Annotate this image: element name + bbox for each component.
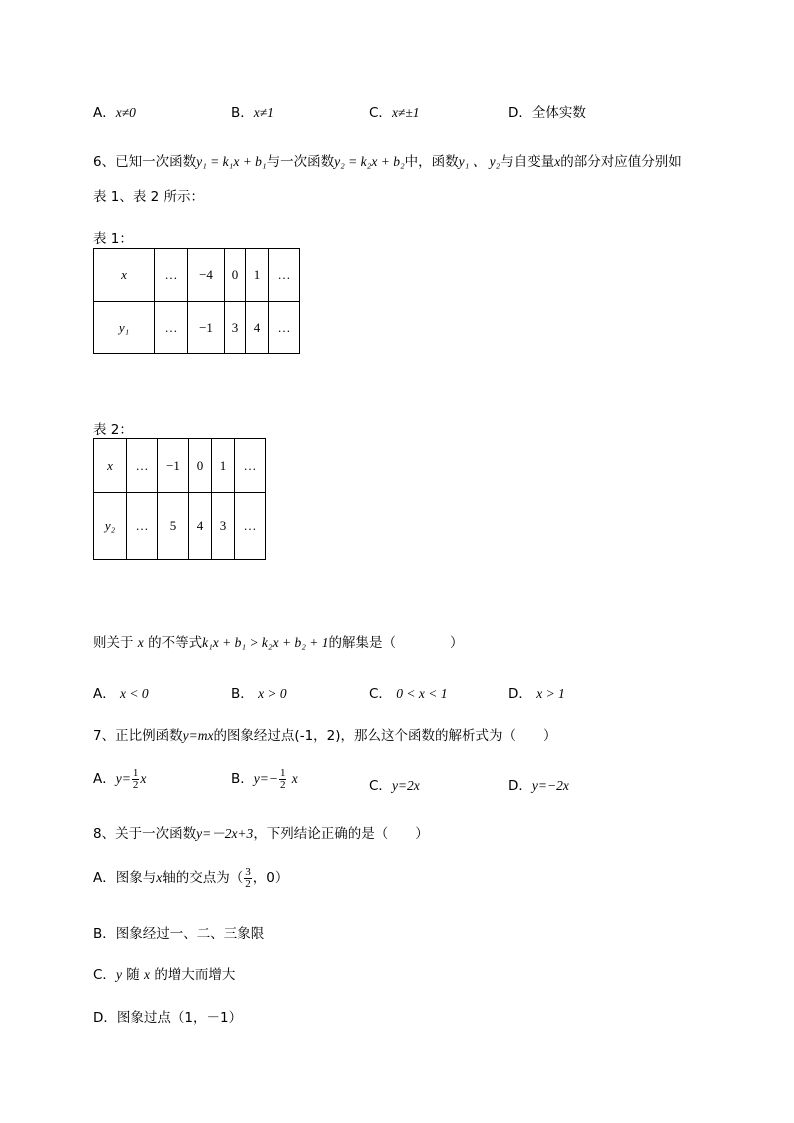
q6-option-a[interactable] <box>93 682 149 702</box>
table-cell: 0 <box>225 249 246 302</box>
q6-text: 6、已知一次函数 <box>93 154 197 170</box>
option-expr: 0 < x < 1 <box>396 686 448 701</box>
table-cell: … <box>155 249 188 302</box>
q7-option-a[interactable] <box>93 767 146 791</box>
fraction-denominator: 2 <box>132 778 139 791</box>
table-cell: 1 <box>246 249 269 302</box>
q5-option-d[interactable] <box>508 101 586 121</box>
q7-text: 的图象经过点(-1，2)，那么这个函数的解析式为（ ） <box>213 728 557 744</box>
table-cell: 4 <box>189 493 212 560</box>
option-expr: x≠±1 <box>391 105 420 120</box>
table1 <box>93 248 300 354</box>
option-expr: x > 0 <box>258 686 287 701</box>
table-row-y2 <box>94 493 266 560</box>
fraction-numerator: 1 <box>279 766 286 779</box>
q7-func: y=mx <box>182 728 214 743</box>
option-text: ，0） <box>252 870 289 886</box>
option-text: 轴的交点为（ <box>162 870 244 886</box>
q6-text: 的不等式 <box>148 635 203 651</box>
q6-text: 的解集是（ ） <box>328 635 464 651</box>
fraction-denominator: 2 <box>245 877 251 890</box>
table-cell: … <box>235 439 266 493</box>
option-x: x <box>156 870 163 885</box>
option-label: A． <box>93 870 116 886</box>
table2-label: 表 2： <box>93 422 133 438</box>
q7-option-c[interactable] <box>369 774 420 794</box>
q6-option-b[interactable] <box>231 682 287 702</box>
option-x: x <box>144 967 151 982</box>
q6-x: x <box>554 154 561 169</box>
option-expr: y=2x <box>391 778 420 793</box>
option-label: C． <box>369 778 392 794</box>
table1-label: 表 1： <box>93 231 133 247</box>
table-head: y₂ <box>94 493 127 560</box>
table-cell: −4 <box>188 249 225 302</box>
q6-text: 的部分对应值分别如 <box>560 154 682 170</box>
option-pre: y=− <box>253 771 278 786</box>
table-cell: 4 <box>246 302 269 354</box>
table-cell: … <box>269 249 300 302</box>
option-post: x <box>291 771 298 786</box>
table-cell: … <box>127 439 158 493</box>
table-head: y₁ <box>94 302 155 354</box>
table-cell: … <box>155 302 188 354</box>
q6-ask-x: x <box>137 635 144 650</box>
q6-func2: y₂ = k₂x + b₂ <box>334 154 405 169</box>
fraction <box>132 768 140 791</box>
option-post: x <box>140 771 147 786</box>
table-cell: 5 <box>158 493 189 560</box>
option-y: y <box>115 967 122 982</box>
option-label: D． <box>93 1010 117 1026</box>
q8-option-c[interactable] <box>93 963 235 983</box>
q7-stem <box>93 724 557 744</box>
q8-option-b[interactable] <box>93 922 264 942</box>
table-cell: −1 <box>188 302 225 354</box>
q5-option-c[interactable] <box>369 101 420 121</box>
option-text: 图象与 <box>115 870 157 886</box>
option-text: 的增大而增大 <box>154 967 236 983</box>
option-expr: x≠0 <box>115 105 136 120</box>
q7-text: 7、正比例函数 <box>93 728 183 744</box>
q5-option-a[interactable] <box>93 101 136 121</box>
q8-text: ，下列结论正确的是（ ） <box>253 826 429 842</box>
option-label: D． <box>508 105 532 121</box>
table-cell: 0 <box>189 439 212 493</box>
q6-ask <box>93 631 464 651</box>
option-label: A． <box>93 771 116 787</box>
table-head: x <box>94 249 155 302</box>
q6-inequality: k₁x + b₁ > k₂x + b₂ + 1 <box>202 635 329 650</box>
q6-text: 与一次函数 <box>266 154 335 170</box>
option-expr: y=−2x <box>531 778 569 793</box>
table2 <box>93 438 266 560</box>
table-cell: 1 <box>212 439 235 493</box>
fraction-denominator: 2 <box>279 778 286 791</box>
q8-stem <box>93 822 429 842</box>
fraction-numerator: 1 <box>132 766 139 779</box>
q6-text: 则关于 <box>93 635 134 651</box>
q8-option-a[interactable] <box>93 866 288 890</box>
option-label: D． <box>508 686 532 702</box>
q6-option-d[interactable] <box>508 682 565 702</box>
option-label: B． <box>231 105 254 121</box>
option-label: A． <box>93 686 116 702</box>
option-expr: x≠1 <box>253 105 274 120</box>
q6-vars: y₁ 、 y₂ <box>458 154 501 169</box>
option-expr: x > 1 <box>536 686 565 701</box>
q6-stem-line2: 表 1、表 2 所示： <box>93 189 205 205</box>
q6-option-c[interactable] <box>369 682 447 702</box>
table-cell: 3 <box>212 493 235 560</box>
option-text: 图象经过一、二、三象限 <box>115 926 265 942</box>
table-head: x <box>94 439 127 493</box>
table-cell: … <box>235 493 266 560</box>
q6-text: 与自变量 <box>500 154 555 170</box>
fraction-numerator: 3 <box>245 865 251 878</box>
table-cell: −1 <box>158 439 189 493</box>
option-text: 随 <box>126 967 140 983</box>
q6-stem-line1 <box>93 150 682 170</box>
table-row-x <box>94 249 300 302</box>
table-row-y1 <box>94 302 300 354</box>
q6-text: 中，函数 <box>404 154 459 170</box>
option-expr: x < 0 <box>120 686 149 701</box>
fraction <box>279 768 287 791</box>
option-label: C． <box>93 967 116 983</box>
q8-text: 8、关于一次函数 <box>93 826 197 842</box>
option-pre: y= <box>115 771 131 786</box>
option-label: D． <box>508 778 532 794</box>
option-label: C． <box>369 686 392 702</box>
q8-option-d[interactable] <box>93 1006 242 1026</box>
option-label: B． <box>231 771 254 787</box>
q8-func: y=－2x+3 <box>196 826 254 841</box>
q7-option-b[interactable] <box>231 767 298 791</box>
option-label: B． <box>93 926 116 942</box>
option-label: C． <box>369 105 392 121</box>
table-cell: … <box>127 493 158 560</box>
option-text: 图象过点（1，－1） <box>116 1010 243 1026</box>
q7-option-d[interactable] <box>508 774 569 794</box>
q6-func1: y₁ = k₁x + b₁ <box>196 154 267 169</box>
table-row-x <box>94 439 266 493</box>
q5-option-b[interactable] <box>231 101 274 121</box>
option-text: 全体实数 <box>531 105 586 121</box>
table-cell: … <box>269 302 300 354</box>
option-label: B． <box>231 686 254 702</box>
table-cell: 3 <box>225 302 246 354</box>
option-label: A． <box>93 105 116 121</box>
fraction <box>244 867 252 890</box>
